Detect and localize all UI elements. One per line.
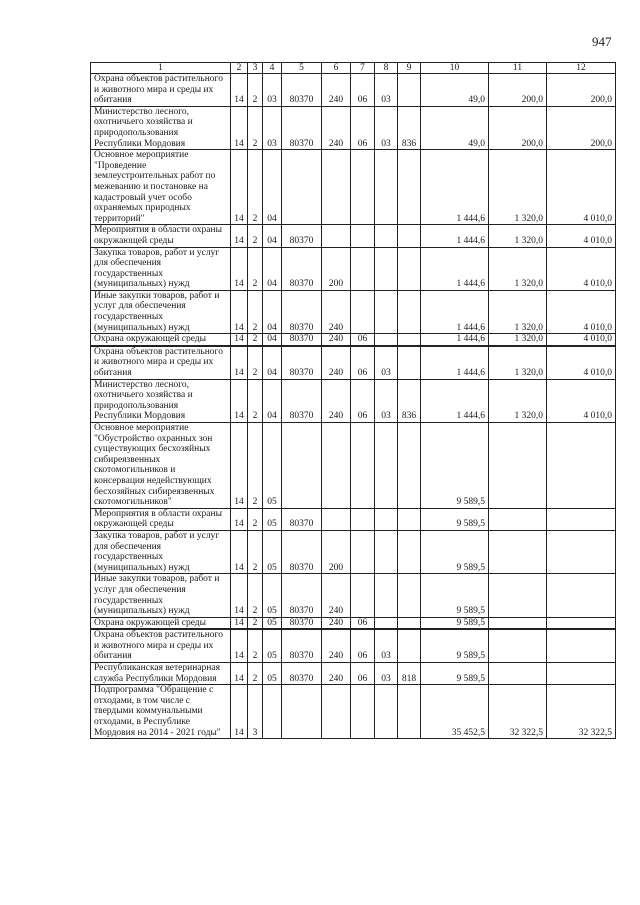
cell-subdivision bbox=[375, 423, 398, 509]
cell-subdivision bbox=[375, 150, 398, 225]
cell-event: 04 bbox=[263, 150, 282, 225]
cell-section: 14 bbox=[231, 530, 248, 573]
cell-amount-2019: 1 444,6 bbox=[421, 379, 489, 422]
cell-amount-2021 bbox=[547, 663, 616, 685]
column-header-12: 12 bbox=[547, 63, 616, 74]
cell-division: 06 bbox=[351, 74, 375, 107]
cell-ministry bbox=[398, 530, 421, 573]
cell-ministry bbox=[398, 150, 421, 225]
cell-subdivision bbox=[375, 334, 398, 346]
cell-subprogram: 2 bbox=[248, 508, 263, 530]
cell-target-code: 80370 bbox=[282, 225, 322, 247]
cell-amount-2020: 200,0 bbox=[489, 106, 547, 149]
cell-amount-2021 bbox=[547, 423, 616, 509]
cell-division: 06 bbox=[351, 346, 375, 379]
cell-expense-type bbox=[322, 423, 351, 509]
cell-event bbox=[263, 685, 282, 739]
cell-event: 05 bbox=[263, 423, 282, 509]
cell-division: 06 bbox=[351, 617, 375, 629]
cell-expense-type: 240 bbox=[322, 346, 351, 379]
table-row bbox=[91, 334, 616, 346]
cell-item-name: Мероприятия в области охраны окружающей среды bbox=[91, 508, 231, 530]
cell-expense-type: 240 bbox=[322, 617, 351, 629]
cell-amount-2019: 1 444,6 bbox=[421, 225, 489, 247]
cell-target-code: 80370 bbox=[282, 74, 322, 107]
cell-subprogram: 2 bbox=[248, 106, 263, 149]
cell-subdivision: 03 bbox=[375, 74, 398, 107]
cell-item-name: Мероприятия в области охраны окружающей среды bbox=[91, 225, 231, 247]
cell-subdivision bbox=[375, 617, 398, 629]
cell-target-code: 80370 bbox=[282, 290, 322, 333]
cell-amount-2020: 1 320,0 bbox=[489, 346, 547, 379]
cell-ministry bbox=[398, 334, 421, 346]
cell-event: 05 bbox=[263, 663, 282, 685]
cell-ministry bbox=[398, 685, 421, 739]
cell-amount-2019: 49,0 bbox=[421, 74, 489, 107]
cell-ministry bbox=[398, 574, 421, 617]
cell-subprogram: 2 bbox=[248, 150, 263, 225]
cell-subprogram: 2 bbox=[248, 423, 263, 509]
cell-ministry bbox=[398, 617, 421, 629]
cell-amount-2021: 4 010,0 bbox=[547, 290, 616, 333]
cell-amount-2020 bbox=[489, 617, 547, 629]
cell-ministry: 836 bbox=[398, 379, 421, 422]
cell-amount-2020: 1 320,0 bbox=[489, 379, 547, 422]
cell-target-code bbox=[282, 685, 322, 739]
cell-division bbox=[351, 530, 375, 573]
table-body bbox=[91, 74, 616, 739]
cell-expense-type: 240 bbox=[322, 74, 351, 107]
cell-section: 14 bbox=[231, 334, 248, 346]
table-row bbox=[91, 685, 616, 739]
cell-expense-type: 200 bbox=[322, 530, 351, 573]
cell-amount-2019: 1 444,6 bbox=[421, 290, 489, 333]
cell-expense-type bbox=[322, 225, 351, 247]
cell-ministry bbox=[398, 629, 421, 662]
cell-subprogram: 2 bbox=[248, 617, 263, 629]
cell-subprogram: 2 bbox=[248, 663, 263, 685]
cell-expense-type: 240 bbox=[322, 663, 351, 685]
cell-amount-2020: 1 320,0 bbox=[489, 247, 547, 290]
cell-amount-2019: 1 444,6 bbox=[421, 150, 489, 225]
column-header-7: 7 bbox=[351, 63, 375, 74]
cell-amount-2020 bbox=[489, 508, 547, 530]
cell-division bbox=[351, 574, 375, 617]
cell-item-name: Республиканская ветеринарная служба Республики Мордовия bbox=[91, 663, 231, 685]
cell-section: 14 bbox=[231, 106, 248, 149]
cell-subdivision bbox=[375, 685, 398, 739]
cell-amount-2021: 200,0 bbox=[547, 106, 616, 149]
cell-amount-2020: 1 320,0 bbox=[489, 150, 547, 225]
table-row bbox=[91, 530, 616, 573]
cell-subprogram: 2 bbox=[248, 290, 263, 333]
cell-division bbox=[351, 150, 375, 225]
cell-expense-type bbox=[322, 150, 351, 225]
cell-section: 14 bbox=[231, 685, 248, 739]
cell-section: 14 bbox=[231, 617, 248, 629]
cell-amount-2020: 1 320,0 bbox=[489, 334, 547, 346]
cell-item-name: Закупка товаров, работ и услуг для обеспечения государственных (муниципальных) нужд bbox=[91, 530, 231, 573]
cell-event: 05 bbox=[263, 617, 282, 629]
budget-table bbox=[90, 62, 616, 739]
cell-amount-2019: 9 589,5 bbox=[421, 530, 489, 573]
cell-ministry bbox=[398, 290, 421, 333]
cell-amount-2021 bbox=[547, 530, 616, 573]
cell-amount-2019: 9 589,5 bbox=[421, 663, 489, 685]
cell-subprogram: 2 bbox=[248, 346, 263, 379]
column-header-4: 4 bbox=[263, 63, 282, 74]
table-row bbox=[91, 74, 616, 107]
cell-division: 06 bbox=[351, 663, 375, 685]
cell-event: 05 bbox=[263, 629, 282, 662]
column-header-5: 5 bbox=[282, 63, 322, 74]
column-header-1: 1 bbox=[91, 63, 231, 74]
cell-item-name: Основное мероприятие "Обустройство охранных зон существующих бесхозяйных сибиреязвенных скотомогильников и консервация недействующих бесхозяйных сибиреязвенных скотомогильников" bbox=[91, 423, 231, 509]
table-row bbox=[91, 663, 616, 685]
cell-expense-type bbox=[322, 508, 351, 530]
table-row bbox=[91, 574, 616, 617]
cell-target-code: 80370 bbox=[282, 334, 322, 346]
cell-amount-2021: 4 010,0 bbox=[547, 334, 616, 346]
cell-item-name: Охрана объектов растительного и животного мира и среды их обитания bbox=[91, 629, 231, 662]
cell-subprogram: 2 bbox=[248, 247, 263, 290]
cell-target-code: 80370 bbox=[282, 617, 322, 629]
cell-amount-2021: 4 010,0 bbox=[547, 150, 616, 225]
cell-expense-type: 240 bbox=[322, 334, 351, 346]
column-header-3: 3 bbox=[248, 63, 263, 74]
cell-division bbox=[351, 685, 375, 739]
cell-amount-2019: 1 444,6 bbox=[421, 247, 489, 290]
column-header-9: 9 bbox=[398, 63, 421, 74]
cell-section: 14 bbox=[231, 247, 248, 290]
cell-amount-2019: 49,0 bbox=[421, 106, 489, 149]
cell-subprogram: 2 bbox=[248, 379, 263, 422]
cell-amount-2020 bbox=[489, 423, 547, 509]
cell-ministry: 818 bbox=[398, 663, 421, 685]
cell-target-code: 80370 bbox=[282, 106, 322, 149]
cell-ministry bbox=[398, 423, 421, 509]
cell-target-code: 80370 bbox=[282, 663, 322, 685]
cell-item-name: Иные закупки товаров, работ и услуг для обеспечения государственных (муниципальных) нужд bbox=[91, 574, 231, 617]
cell-subprogram: 2 bbox=[248, 530, 263, 573]
table-header bbox=[91, 63, 616, 74]
cell-target-code: 80370 bbox=[282, 508, 322, 530]
cell-amount-2021: 4 010,0 bbox=[547, 247, 616, 290]
table-row bbox=[91, 225, 616, 247]
cell-target-code: 80370 bbox=[282, 530, 322, 573]
cell-amount-2021: 4 010,0 bbox=[547, 379, 616, 422]
cell-amount-2021: 200,0 bbox=[547, 74, 616, 107]
cell-section: 14 bbox=[231, 629, 248, 662]
cell-amount-2019: 9 589,5 bbox=[421, 423, 489, 509]
cell-subdivision: 03 bbox=[375, 346, 398, 379]
page-number: 947 bbox=[592, 34, 612, 49]
cell-event: 03 bbox=[263, 74, 282, 107]
cell-amount-2021 bbox=[547, 574, 616, 617]
column-header-6: 6 bbox=[322, 63, 351, 74]
table-row bbox=[91, 247, 616, 290]
cell-subdivision bbox=[375, 290, 398, 333]
cell-amount-2020: 32 322,5 bbox=[489, 685, 547, 739]
column-header-11: 11 bbox=[489, 63, 547, 74]
cell-section: 14 bbox=[231, 290, 248, 333]
cell-amount-2021 bbox=[547, 629, 616, 662]
cell-amount-2019: 9 589,5 bbox=[421, 508, 489, 530]
cell-event: 04 bbox=[263, 290, 282, 333]
cell-section: 14 bbox=[231, 74, 248, 107]
cell-subdivision: 03 bbox=[375, 663, 398, 685]
cell-subprogram: 2 bbox=[248, 629, 263, 662]
table-row bbox=[91, 346, 616, 379]
cell-subdivision bbox=[375, 574, 398, 617]
cell-subprogram: 2 bbox=[248, 574, 263, 617]
cell-division: 06 bbox=[351, 334, 375, 346]
cell-amount-2021 bbox=[547, 508, 616, 530]
cell-amount-2021 bbox=[547, 617, 616, 629]
cell-amount-2020: 1 320,0 bbox=[489, 225, 547, 247]
cell-division bbox=[351, 225, 375, 247]
cell-item-name: Иные закупки товаров, работ и услуг для обеспечения государственных (муниципальных) нужд bbox=[91, 290, 231, 333]
cell-expense-type: 240 bbox=[322, 629, 351, 662]
cell-item-name: Охрана окружающей среды bbox=[91, 617, 231, 629]
cell-section: 14 bbox=[231, 346, 248, 379]
cell-amount-2019: 1 444,6 bbox=[421, 346, 489, 379]
cell-amount-2020 bbox=[489, 663, 547, 685]
cell-target-code: 80370 bbox=[282, 346, 322, 379]
table-row bbox=[91, 423, 616, 509]
cell-amount-2020: 1 320,0 bbox=[489, 290, 547, 333]
cell-event: 05 bbox=[263, 508, 282, 530]
cell-subprogram: 2 bbox=[248, 225, 263, 247]
cell-item-name: Основное мероприятие "Проведение землеустроительных работ по межеванию и постановке на кадастровый учет особо охраняемых природных территорий" bbox=[91, 150, 231, 225]
cell-subprogram: 2 bbox=[248, 74, 263, 107]
cell-event: 05 bbox=[263, 574, 282, 617]
cell-expense-type: 200 bbox=[322, 247, 351, 290]
cell-target-code: 80370 bbox=[282, 574, 322, 617]
cell-division: 06 bbox=[351, 629, 375, 662]
cell-subdivision: 03 bbox=[375, 106, 398, 149]
column-header-8: 8 bbox=[375, 63, 398, 74]
cell-subprogram: 2 bbox=[248, 334, 263, 346]
cell-amount-2021: 32 322,5 bbox=[547, 685, 616, 739]
cell-item-name: Подпрограмма "Обращение с отходами, в том числе с твердыми коммунальными отходами, в Республике Мордовия на 2014 - 2021 годы" bbox=[91, 685, 231, 739]
cell-subdivision bbox=[375, 247, 398, 290]
cell-event: 05 bbox=[263, 530, 282, 573]
cell-expense-type: 240 bbox=[322, 290, 351, 333]
cell-ministry bbox=[398, 225, 421, 247]
cell-target-code: 80370 bbox=[282, 379, 322, 422]
table-row bbox=[91, 629, 616, 662]
cell-target-code bbox=[282, 150, 322, 225]
cell-section: 14 bbox=[231, 379, 248, 422]
cell-amount-2019: 9 589,5 bbox=[421, 574, 489, 617]
cell-expense-type: 240 bbox=[322, 574, 351, 617]
cell-division: 06 bbox=[351, 379, 375, 422]
table-row bbox=[91, 508, 616, 530]
cell-item-name: Министерство лесного, охотничьего хозяйства и природопользования Республики Мордовия bbox=[91, 106, 231, 149]
cell-amount-2020: 200,0 bbox=[489, 74, 547, 107]
cell-division bbox=[351, 423, 375, 509]
cell-division bbox=[351, 508, 375, 530]
cell-item-name: Охрана объектов растительного и животного мира и среды их обитания bbox=[91, 74, 231, 107]
cell-amount-2019: 9 589,5 bbox=[421, 629, 489, 662]
cell-section: 14 bbox=[231, 150, 248, 225]
cell-subdivision bbox=[375, 225, 398, 247]
table-row bbox=[91, 290, 616, 333]
cell-section: 14 bbox=[231, 423, 248, 509]
cell-amount-2019: 35 452,5 bbox=[421, 685, 489, 739]
cell-amount-2020 bbox=[489, 629, 547, 662]
cell-amount-2020 bbox=[489, 574, 547, 617]
cell-ministry bbox=[398, 346, 421, 379]
cell-subdivision: 03 bbox=[375, 629, 398, 662]
cell-item-name: Министерство лесного, охотничьего хозяйства и природопользования Республики Мордовия bbox=[91, 379, 231, 422]
column-header-2: 2 bbox=[231, 63, 248, 74]
cell-amount-2019: 9 589,5 bbox=[421, 617, 489, 629]
cell-target-code: 80370 bbox=[282, 247, 322, 290]
table-row bbox=[91, 106, 616, 149]
cell-event: 04 bbox=[263, 247, 282, 290]
cell-division bbox=[351, 247, 375, 290]
cell-event: 04 bbox=[263, 334, 282, 346]
cell-target-code: 80370 bbox=[282, 629, 322, 662]
cell-item-name: Охрана объектов растительного и животного мира и среды их обитания bbox=[91, 346, 231, 379]
cell-expense-type: 240 bbox=[322, 379, 351, 422]
cell-event: 04 bbox=[263, 346, 282, 379]
cell-item-name: Охрана окружающей среды bbox=[91, 334, 231, 346]
cell-amount-2021: 4 010,0 bbox=[547, 225, 616, 247]
cell-ministry bbox=[398, 247, 421, 290]
table-row bbox=[91, 150, 616, 225]
cell-ministry: 836 bbox=[398, 106, 421, 149]
cell-section: 14 bbox=[231, 574, 248, 617]
cell-subprogram: 3 bbox=[248, 685, 263, 739]
cell-event: 04 bbox=[263, 379, 282, 422]
column-header-10: 10 bbox=[421, 63, 489, 74]
cell-amount-2020 bbox=[489, 530, 547, 573]
cell-ministry bbox=[398, 508, 421, 530]
cell-ministry bbox=[398, 74, 421, 107]
cell-subdivision bbox=[375, 530, 398, 573]
cell-subdivision bbox=[375, 508, 398, 530]
cell-amount-2019: 1 444,6 bbox=[421, 334, 489, 346]
cell-section: 14 bbox=[231, 663, 248, 685]
cell-section: 14 bbox=[231, 225, 248, 247]
cell-item-name: Закупка товаров, работ и услуг для обеспечения государственных (муниципальных) нужд bbox=[91, 247, 231, 290]
cell-amount-2021: 4 010,0 bbox=[547, 346, 616, 379]
table-row bbox=[91, 379, 616, 422]
cell-event: 03 bbox=[263, 106, 282, 149]
table-row bbox=[91, 617, 616, 629]
cell-expense-type bbox=[322, 685, 351, 739]
cell-target-code bbox=[282, 423, 322, 509]
cell-expense-type: 240 bbox=[322, 106, 351, 149]
cell-subdivision: 03 bbox=[375, 379, 398, 422]
cell-event: 04 bbox=[263, 225, 282, 247]
cell-division: 06 bbox=[351, 106, 375, 149]
cell-division bbox=[351, 290, 375, 333]
cell-section: 14 bbox=[231, 508, 248, 530]
